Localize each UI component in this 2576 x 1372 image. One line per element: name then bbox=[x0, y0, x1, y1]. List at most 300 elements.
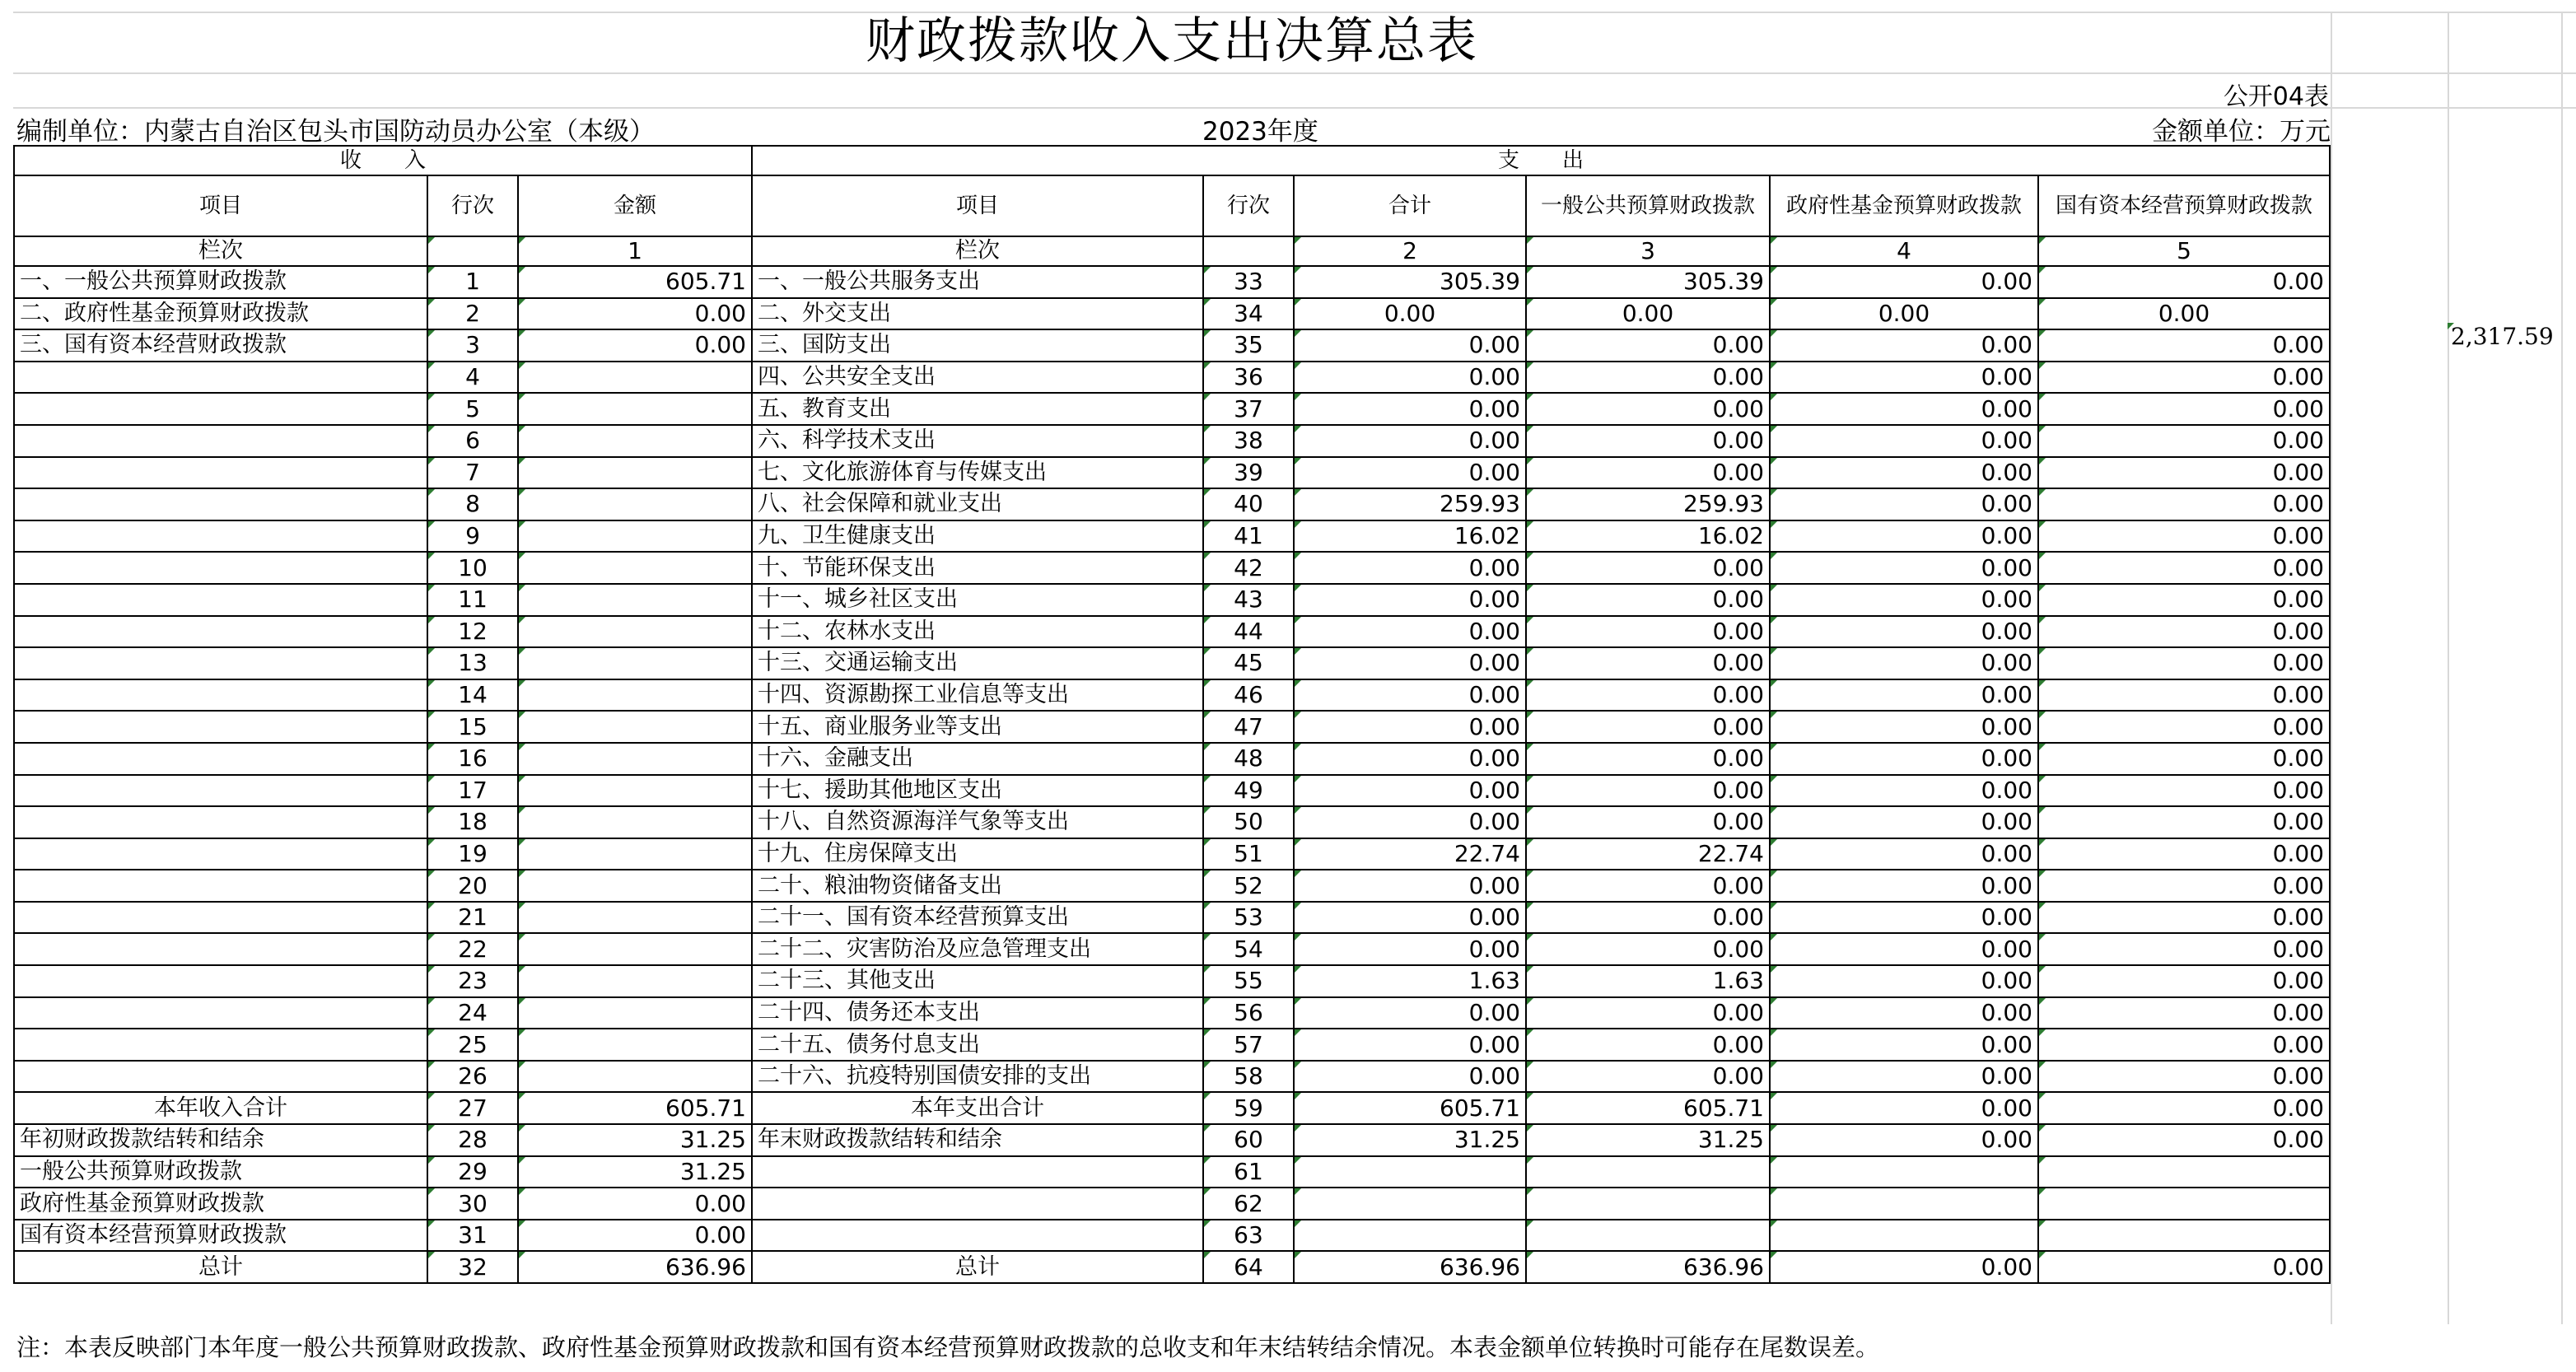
table-row bbox=[14, 1029, 2330, 1061]
expense-item: 总计 bbox=[752, 1251, 1203, 1283]
expense-fund: 0.00 bbox=[1770, 1124, 2038, 1156]
gridline bbox=[2448, 12, 2449, 1324]
income-amount bbox=[518, 870, 752, 902]
table-row bbox=[14, 679, 2330, 712]
expense-general: 0.00 bbox=[1526, 775, 1770, 807]
gridline bbox=[2561, 12, 2563, 1324]
expense-state: 0.00 bbox=[2038, 997, 2330, 1029]
expense-state: 0.00 bbox=[2038, 1092, 2330, 1124]
income-amount bbox=[518, 806, 752, 838]
expense-general: 0.00 bbox=[1526, 870, 1770, 902]
expense-state bbox=[2038, 1220, 2330, 1252]
income-line-no: 13 bbox=[427, 647, 518, 679]
income-item bbox=[14, 520, 427, 553]
income-line-no: 25 bbox=[427, 1029, 518, 1061]
budget-table bbox=[13, 145, 2331, 1284]
expense-state: 0.00 bbox=[2038, 1061, 2330, 1093]
income-item: 三、国有资本经营财政拨款 bbox=[14, 329, 427, 362]
index-label: 栏次 bbox=[14, 236, 427, 266]
section-header-row bbox=[14, 146, 2330, 175]
income-amount bbox=[518, 362, 752, 394]
income-item bbox=[14, 743, 427, 775]
income-amount bbox=[518, 616, 752, 648]
column-index-row bbox=[14, 236, 2330, 266]
expense-state: 0.00 bbox=[2038, 933, 2330, 965]
income-amount bbox=[518, 552, 752, 584]
expense-line-no: 41 bbox=[1203, 520, 1294, 553]
col-header-line: 行次 bbox=[427, 175, 518, 236]
expense-section-header: 支 出 bbox=[752, 146, 2330, 175]
col-header-item: 项目 bbox=[14, 175, 427, 236]
income-amount bbox=[518, 1029, 752, 1061]
expense-general: 0.00 bbox=[1526, 711, 1770, 743]
table-row bbox=[14, 488, 2330, 520]
table-row bbox=[14, 711, 2330, 743]
income-item: 本年收入合计 bbox=[14, 1092, 427, 1124]
income-line-no: 8 bbox=[427, 488, 518, 520]
income-amount: 0.00 bbox=[518, 298, 752, 330]
expense-fund: 0.00 bbox=[1770, 679, 2038, 712]
index-3: 3 bbox=[1526, 236, 1770, 266]
expense-line-no: 55 bbox=[1203, 965, 1294, 997]
expense-state: 0.00 bbox=[2038, 616, 2330, 648]
income-line-no: 5 bbox=[427, 393, 518, 425]
income-item: 政府性基金预算财政拨款 bbox=[14, 1188, 427, 1220]
table-row bbox=[14, 933, 2330, 965]
income-section-header: 收 入 bbox=[14, 146, 752, 175]
expense-total: 259.93 bbox=[1294, 488, 1526, 520]
expense-state: 0.00 bbox=[2038, 457, 2330, 489]
table-row bbox=[14, 1156, 2330, 1188]
expense-fund: 0.00 bbox=[1770, 997, 2038, 1029]
income-amount: 605.71 bbox=[518, 1092, 752, 1124]
income-item bbox=[14, 838, 427, 870]
income-line-no: 24 bbox=[427, 997, 518, 1029]
expense-state: 0.00 bbox=[2038, 425, 2330, 457]
income-line-no: 7 bbox=[427, 457, 518, 489]
expense-general: 0.00 bbox=[1526, 1061, 1770, 1093]
expense-item: 二十一、国有资本经营预算支出 bbox=[752, 902, 1203, 934]
income-item bbox=[14, 584, 427, 616]
expense-line-no: 62 bbox=[1203, 1188, 1294, 1220]
income-line-no: 2 bbox=[427, 298, 518, 330]
income-line-no: 16 bbox=[427, 743, 518, 775]
expense-state: 0.00 bbox=[2038, 488, 2330, 520]
expense-general: 0.00 bbox=[1526, 1029, 1770, 1061]
income-item bbox=[14, 362, 427, 394]
income-line-no: 27 bbox=[427, 1092, 518, 1124]
income-line-no: 22 bbox=[427, 933, 518, 965]
expense-general: 0.00 bbox=[1526, 647, 1770, 679]
expense-state: 0.00 bbox=[2038, 362, 2330, 394]
expense-total: 0.00 bbox=[1294, 393, 1526, 425]
expense-total: 0.00 bbox=[1294, 870, 1526, 902]
index-1: 1 bbox=[518, 236, 752, 266]
income-line-no: 32 bbox=[427, 1251, 518, 1283]
expense-general: 0.00 bbox=[1526, 902, 1770, 934]
table-row bbox=[14, 647, 2330, 679]
expense-item: 五、教育支出 bbox=[752, 393, 1203, 425]
expense-line-no: 36 bbox=[1203, 362, 1294, 394]
income-amount: 31.25 bbox=[518, 1124, 752, 1156]
income-line-no: 20 bbox=[427, 870, 518, 902]
expense-state: 0.00 bbox=[2038, 1029, 2330, 1061]
expense-general bbox=[1526, 1220, 1770, 1252]
expense-general: 22.74 bbox=[1526, 838, 1770, 870]
expense-state: 0.00 bbox=[2038, 584, 2330, 616]
expense-item: 十、节能环保支出 bbox=[752, 552, 1203, 584]
expense-fund: 0.00 bbox=[1770, 362, 2038, 394]
expense-line-no: 51 bbox=[1203, 838, 1294, 870]
expense-line-no: 49 bbox=[1203, 775, 1294, 807]
expense-state: 0.00 bbox=[2038, 902, 2330, 934]
expense-item: 十六、金融支出 bbox=[752, 743, 1203, 775]
expense-general: 0.00 bbox=[1526, 425, 1770, 457]
expense-item: 二十、粮油物资储备支出 bbox=[752, 870, 1203, 902]
income-amount bbox=[518, 997, 752, 1029]
expense-item: 三、国防支出 bbox=[752, 329, 1203, 362]
expense-general: 636.96 bbox=[1526, 1251, 1770, 1283]
expense-total: 31.25 bbox=[1294, 1124, 1526, 1156]
expense-state: 0.00 bbox=[2038, 298, 2330, 330]
expense-total: 0.00 bbox=[1294, 933, 1526, 965]
expense-fund: 0.00 bbox=[1770, 1061, 2038, 1093]
expense-total: 0.00 bbox=[1294, 584, 1526, 616]
table-row bbox=[14, 1220, 2330, 1252]
expense-state: 0.00 bbox=[2038, 266, 2330, 298]
expense-total: 636.96 bbox=[1294, 1251, 1526, 1283]
expense-fund: 0.00 bbox=[1770, 806, 2038, 838]
income-amount bbox=[518, 520, 752, 553]
income-amount bbox=[518, 1061, 752, 1093]
income-amount bbox=[518, 743, 752, 775]
expense-fund: 0.00 bbox=[1770, 1251, 2038, 1283]
table-row bbox=[14, 997, 2330, 1029]
income-amount bbox=[518, 902, 752, 934]
income-item bbox=[14, 775, 427, 807]
col-header-exp-line: 行次 bbox=[1203, 175, 1294, 236]
expense-item: 十八、自然资源海洋气象等支出 bbox=[752, 806, 1203, 838]
income-line-no: 6 bbox=[427, 425, 518, 457]
expense-total: 0.00 bbox=[1294, 552, 1526, 584]
expense-total: 0.00 bbox=[1294, 616, 1526, 648]
income-item bbox=[14, 647, 427, 679]
income-line-no: 3 bbox=[427, 329, 518, 362]
table-row bbox=[14, 838, 2330, 870]
expense-general: 0.00 bbox=[1526, 806, 1770, 838]
income-amount bbox=[518, 838, 752, 870]
income-line-no: 4 bbox=[427, 362, 518, 394]
income-item bbox=[14, 806, 427, 838]
expense-total: 0.00 bbox=[1294, 647, 1526, 679]
report-meta-row bbox=[16, 109, 2331, 145]
income-item: 年初财政拨款结转和结余 bbox=[14, 1124, 427, 1156]
expense-line-no: 52 bbox=[1203, 870, 1294, 902]
index-empty bbox=[427, 236, 518, 266]
expense-fund: 0.00 bbox=[1770, 1092, 2038, 1124]
table-row bbox=[14, 362, 2330, 394]
income-item bbox=[14, 1029, 427, 1061]
expense-fund: 0.00 bbox=[1770, 838, 2038, 870]
expense-general bbox=[1526, 1188, 1770, 1220]
expense-item: 九、卫生健康支出 bbox=[752, 520, 1203, 553]
expense-general: 305.39 bbox=[1526, 266, 1770, 298]
expense-item: 二十五、债务付息支出 bbox=[752, 1029, 1203, 1061]
expense-fund: 0.00 bbox=[1770, 743, 2038, 775]
expense-line-no: 38 bbox=[1203, 425, 1294, 457]
expense-line-no: 58 bbox=[1203, 1061, 1294, 1093]
expense-total: 305.39 bbox=[1294, 266, 1526, 298]
income-item: 国有资本经营预算财政拨款 bbox=[14, 1220, 427, 1252]
expense-general: 0.00 bbox=[1526, 997, 1770, 1029]
expense-line-no: 44 bbox=[1203, 616, 1294, 648]
expense-line-no: 47 bbox=[1203, 711, 1294, 743]
expense-state: 0.00 bbox=[2038, 711, 2330, 743]
expense-item: 十三、交通运输支出 bbox=[752, 647, 1203, 679]
expense-total: 0.00 bbox=[1294, 329, 1526, 362]
expense-state: 0.00 bbox=[2038, 393, 2330, 425]
income-line-no: 28 bbox=[427, 1124, 518, 1156]
income-item bbox=[14, 870, 427, 902]
expense-state: 0.00 bbox=[2038, 520, 2330, 553]
income-line-no: 19 bbox=[427, 838, 518, 870]
expense-line-no: 50 bbox=[1203, 806, 1294, 838]
expense-item: 十九、住房保障支出 bbox=[752, 838, 1203, 870]
table-row bbox=[14, 965, 2330, 997]
table-row bbox=[14, 425, 2330, 457]
expense-state: 0.00 bbox=[2038, 775, 2330, 807]
expense-line-no: 35 bbox=[1203, 329, 1294, 362]
expense-total: 0.00 bbox=[1294, 743, 1526, 775]
expense-item: 十五、商业服务业等支出 bbox=[752, 711, 1203, 743]
expense-total: 0.00 bbox=[1294, 806, 1526, 838]
income-line-no: 14 bbox=[427, 679, 518, 712]
column-header-row bbox=[14, 175, 2330, 236]
expense-line-no: 42 bbox=[1203, 552, 1294, 584]
expense-fund: 0.00 bbox=[1770, 902, 2038, 934]
income-item: 一、一般公共预算财政拨款 bbox=[14, 266, 427, 298]
expense-fund: 0.00 bbox=[1770, 488, 2038, 520]
gridline bbox=[13, 72, 2576, 74]
expense-fund: 0.00 bbox=[1770, 616, 2038, 648]
expense-item: 二十六、抗疫特别国债安排的支出 bbox=[752, 1061, 1203, 1093]
expense-general: 16.02 bbox=[1526, 520, 1770, 553]
income-item: 总计 bbox=[14, 1251, 427, 1283]
table-row bbox=[14, 806, 2330, 838]
expense-total bbox=[1294, 1188, 1526, 1220]
income-line-no: 23 bbox=[427, 965, 518, 997]
expense-total bbox=[1294, 1156, 1526, 1188]
expense-general: 0.00 bbox=[1526, 616, 1770, 648]
expense-item: 一、一般公共服务支出 bbox=[752, 266, 1203, 298]
expense-fund: 0.00 bbox=[1770, 552, 2038, 584]
expense-state: 0.00 bbox=[2038, 552, 2330, 584]
income-amount bbox=[518, 488, 752, 520]
table-row bbox=[14, 743, 2330, 775]
income-amount: 0.00 bbox=[518, 329, 752, 362]
expense-general: 605.71 bbox=[1526, 1092, 1770, 1124]
income-amount: 0.00 bbox=[518, 1220, 752, 1252]
expense-item bbox=[752, 1220, 1203, 1252]
income-amount: 0.00 bbox=[518, 1188, 752, 1220]
expense-state bbox=[2038, 1188, 2330, 1220]
table-row bbox=[14, 298, 2330, 330]
income-amount: 636.96 bbox=[518, 1251, 752, 1283]
expense-line-no: 53 bbox=[1203, 902, 1294, 934]
income-line-no: 10 bbox=[427, 552, 518, 584]
table-body bbox=[14, 266, 2330, 1283]
expense-state: 0.00 bbox=[2038, 965, 2330, 997]
expense-fund bbox=[1770, 1220, 2038, 1252]
table-row bbox=[14, 584, 2330, 616]
col-header-total: 合计 bbox=[1294, 175, 1526, 236]
income-line-no: 29 bbox=[427, 1156, 518, 1188]
table-row bbox=[14, 1092, 2330, 1124]
expense-total: 0.00 bbox=[1294, 457, 1526, 489]
expense-item bbox=[752, 1188, 1203, 1220]
expense-line-no: 61 bbox=[1203, 1156, 1294, 1188]
expense-line-no: 57 bbox=[1203, 1029, 1294, 1061]
expense-state: 0.00 bbox=[2038, 647, 2330, 679]
income-amount bbox=[518, 393, 752, 425]
expense-general: 1.63 bbox=[1526, 965, 1770, 997]
expense-item: 二、外交支出 bbox=[752, 298, 1203, 330]
expense-total: 605.71 bbox=[1294, 1092, 1526, 1124]
income-amount bbox=[518, 679, 752, 712]
expense-item: 二十三、其他支出 bbox=[752, 965, 1203, 997]
index-label-expense: 栏次 bbox=[752, 236, 1203, 266]
expense-fund: 0.00 bbox=[1770, 425, 2038, 457]
index-4: 4 bbox=[1770, 236, 2038, 266]
expense-item: 二十二、灾害防治及应急管理支出 bbox=[752, 933, 1203, 965]
expense-fund: 0.00 bbox=[1770, 329, 2038, 362]
income-line-no: 31 bbox=[427, 1220, 518, 1252]
income-line-no: 15 bbox=[427, 711, 518, 743]
report-year: 2023年度 bbox=[1202, 117, 1318, 147]
income-amount bbox=[518, 933, 752, 965]
income-line-no: 21 bbox=[427, 902, 518, 934]
expense-item: 六、科学技术支出 bbox=[752, 425, 1203, 457]
expense-total: 0.00 bbox=[1294, 1061, 1526, 1093]
expense-total: 0.00 bbox=[1294, 425, 1526, 457]
expense-state: 0.00 bbox=[2038, 806, 2330, 838]
expense-total: 0.00 bbox=[1294, 1029, 1526, 1061]
expense-state: 0.00 bbox=[2038, 679, 2330, 712]
expense-total: 0.00 bbox=[1294, 362, 1526, 394]
expense-state: 0.00 bbox=[2038, 838, 2330, 870]
page-title: 财政拨款收入支出决算总表 bbox=[866, 12, 1478, 70]
footnote: 注：本表反映部门本年度一般公共预算财政拨款、政府性基金预算财政拨款和国有资本经营预算财政拨款的总收支和年末结转结余情况。本表金额单位转换时可能存在尾数误差。 bbox=[16, 1333, 1880, 1361]
expense-state bbox=[2038, 1156, 2330, 1188]
expense-state: 0.00 bbox=[2038, 743, 2330, 775]
expense-line-no: 37 bbox=[1203, 393, 1294, 425]
expense-fund: 0.00 bbox=[1770, 457, 2038, 489]
reporting-unit: 编制单位：内蒙古自治区包头市国防动员办公室（本级） bbox=[16, 117, 655, 147]
table-row bbox=[14, 1124, 2330, 1156]
expense-total: 0.00 bbox=[1294, 997, 1526, 1029]
table-row bbox=[14, 329, 2330, 362]
expense-total: 0.00 bbox=[1294, 775, 1526, 807]
index-empty bbox=[1203, 236, 1294, 266]
expense-fund: 0.00 bbox=[1770, 711, 2038, 743]
expense-general: 259.93 bbox=[1526, 488, 1770, 520]
table-row bbox=[14, 552, 2330, 584]
expense-item: 十二、农林水支出 bbox=[752, 616, 1203, 648]
expense-fund: 0.00 bbox=[1770, 298, 2038, 330]
col-header-fund: 政府性基金预算财政拨款 bbox=[1770, 175, 2038, 236]
expense-total bbox=[1294, 1220, 1526, 1252]
col-header-amount: 金额 bbox=[518, 175, 752, 236]
expense-line-no: 59 bbox=[1203, 1092, 1294, 1124]
amount-unit: 金额单位：万元 bbox=[2152, 117, 2331, 147]
income-item bbox=[14, 488, 427, 520]
income-line-no: 1 bbox=[427, 266, 518, 298]
income-item bbox=[14, 679, 427, 712]
expense-general: 0.00 bbox=[1526, 552, 1770, 584]
expense-state: 0.00 bbox=[2038, 329, 2330, 362]
expense-general: 0.00 bbox=[1526, 457, 1770, 489]
expense-total: 1.63 bbox=[1294, 965, 1526, 997]
expense-line-no: 40 bbox=[1203, 488, 1294, 520]
income-item bbox=[14, 711, 427, 743]
expense-line-no: 46 bbox=[1203, 679, 1294, 712]
expense-fund: 0.00 bbox=[1770, 520, 2038, 553]
expense-line-no: 48 bbox=[1203, 743, 1294, 775]
expense-item bbox=[752, 1156, 1203, 1188]
expense-general: 0.00 bbox=[1526, 362, 1770, 394]
expense-state: 0.00 bbox=[2038, 870, 2330, 902]
expense-fund: 0.00 bbox=[1770, 266, 2038, 298]
col-header-state: 国有资本经营预算财政拨款 bbox=[2038, 175, 2330, 236]
income-amount bbox=[518, 584, 752, 616]
expense-item: 年末财政拨款结转和结余 bbox=[752, 1124, 1203, 1156]
expense-total: 0.00 bbox=[1294, 298, 1526, 330]
income-item bbox=[14, 457, 427, 489]
expense-general: 0.00 bbox=[1526, 933, 1770, 965]
expense-fund: 0.00 bbox=[1770, 965, 2038, 997]
expense-total: 16.02 bbox=[1294, 520, 1526, 553]
expense-line-no: 43 bbox=[1203, 584, 1294, 616]
expense-general: 0.00 bbox=[1526, 743, 1770, 775]
table-row bbox=[14, 266, 2330, 298]
income-item bbox=[14, 425, 427, 457]
income-line-no: 11 bbox=[427, 584, 518, 616]
expense-item: 十七、援助其他地区支出 bbox=[752, 775, 1203, 807]
income-item bbox=[14, 552, 427, 584]
income-line-no: 26 bbox=[427, 1061, 518, 1093]
table-row bbox=[14, 520, 2330, 553]
expense-item: 十四、资源勘探工业信息等支出 bbox=[752, 679, 1203, 712]
table-row bbox=[14, 1188, 2330, 1220]
expense-line-no: 63 bbox=[1203, 1220, 1294, 1252]
income-item: 二、政府性基金预算财政拨款 bbox=[14, 298, 427, 330]
expense-fund: 0.00 bbox=[1770, 933, 2038, 965]
expense-line-no: 39 bbox=[1203, 457, 1294, 489]
expense-item: 十一、城乡社区支出 bbox=[752, 584, 1203, 616]
income-amount bbox=[518, 711, 752, 743]
table-row bbox=[14, 616, 2330, 648]
income-amount: 605.71 bbox=[518, 266, 752, 298]
income-line-no: 18 bbox=[427, 806, 518, 838]
expense-fund: 0.00 bbox=[1770, 775, 2038, 807]
expense-fund: 0.00 bbox=[1770, 1029, 2038, 1061]
table-row bbox=[14, 393, 2330, 425]
expense-line-no: 64 bbox=[1203, 1251, 1294, 1283]
income-amount bbox=[518, 647, 752, 679]
expense-item: 本年支出合计 bbox=[752, 1092, 1203, 1124]
income-item bbox=[14, 393, 427, 425]
gridline bbox=[2331, 12, 2332, 1324]
